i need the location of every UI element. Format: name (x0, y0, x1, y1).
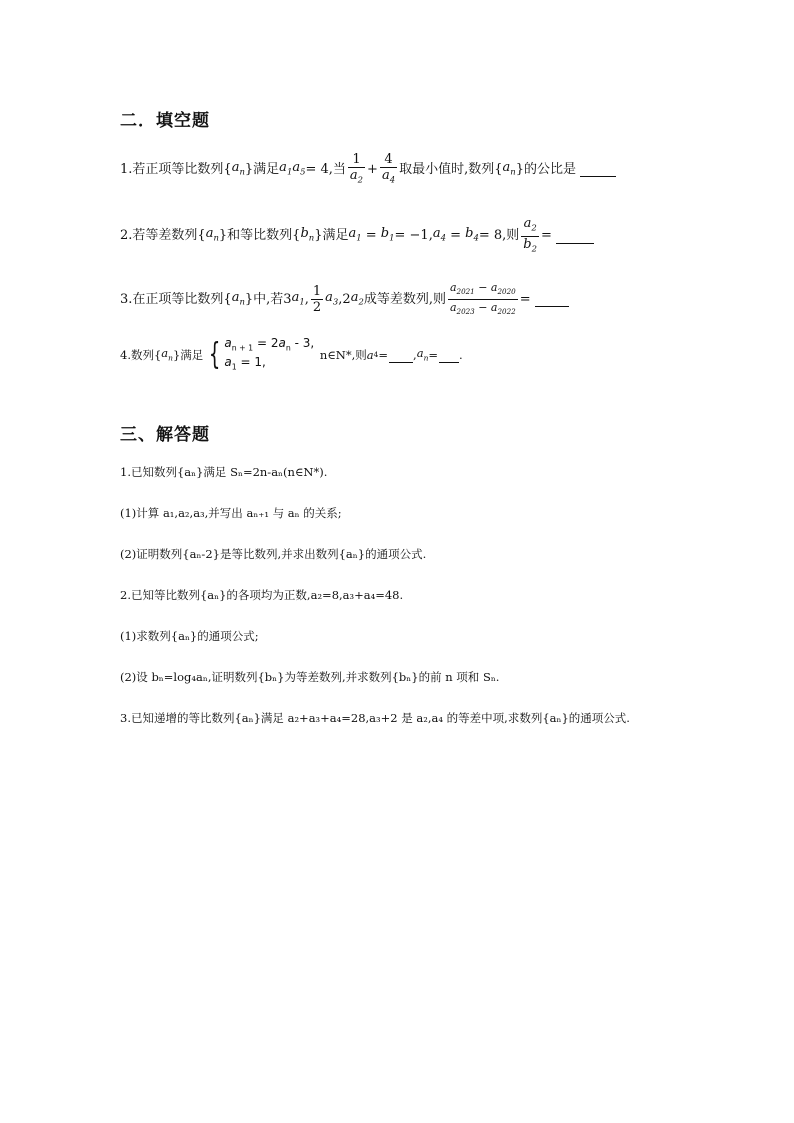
answer-line: 3.已知递增的等比数列{aₙ}满足 a₂+a₃+a₄=28,a₃+2 是 a₂,a₄ 的等差中项,求数列{aₙ}的通项公式. (120, 711, 630, 725)
fill-question-1: 1.若正项等比数列{ $a_n$ }满足 $a_1a_5$ = 4,当 $\frac{1}{a_2}$ + $\frac{4}{a_4}$ 取最小值时,数列{ $a_n$ }的公比是 (120, 152, 616, 188)
section-answer-title: 三、解答题 (120, 425, 210, 445)
answer-blank[interactable] (556, 229, 594, 244)
fraction: $\frac{a_{2021} - a_{2020}}{a_{2023} - a_{2022}}$ (448, 280, 518, 319)
fill-question-4: 4.数列{ $a_n$ }满足 { $a_{n + 1} = 2a_n - 3$, $a_1 = 1$, n∈N*,则 a 4 = , $a_n$ = . (120, 336, 463, 375)
answer-blank[interactable] (389, 348, 413, 363)
equation-system: { $a_{n + 1} = 2a_n - 3$, $a_1 = 1$, (209, 336, 315, 373)
answer-line: (1)计算 a₁,a₂,a₃,并写出 aₙ₊₁ 与 aₙ 的关系; (120, 506, 342, 520)
answer-line: 1.已知数列{aₙ}满足 Sₙ=2n-aₙ(n∈N*). (120, 465, 328, 479)
fraction: $\frac{1}{2}$ (312, 284, 322, 316)
answer-blank[interactable] (439, 348, 459, 363)
answer-blank[interactable] (580, 162, 616, 177)
answer-line: 2.已知等比数列{aₙ}的各项均为正数,a₂=8,a₃+a₄=48. (120, 588, 404, 602)
fraction: $\frac{4}{a_4}$ (380, 152, 397, 188)
answer-blank[interactable] (535, 292, 569, 307)
fill-question-2: 2.若等差数列{ $a_n$ }和等比数列{ $b_n$ }满足 $a_1$ = $b_1$ = −1, $a_4$ = $b_4$ = 8,则 $\frac{a_2}{b_2}$ = (120, 216, 594, 256)
answer-line: (1)求数列{aₙ}的通项公式; (120, 629, 259, 643)
fraction: $\frac{1}{a_2}$ (348, 152, 365, 188)
answer-line: (2)设 bₙ=log₄aₙ,证明数列{bₙ}为等差数列,并求数列{bₙ}的前 n 项和 Sₙ. (120, 670, 500, 684)
answer-line: (2)证明数列{aₙ-2}是等比数列,并求出数列{aₙ}的通项公式. (120, 547, 427, 561)
fraction: $\frac{a_2}{b_2}$ (521, 216, 539, 256)
fill-question-3: 3.在正项等比数列{ $a_n$ }中,若3 $a_1$ , $\frac{1}{2}$ $a_3$ ,2 $a_2$ 成等差数列,则 $\frac{a_{2021} - a_{2020}}{a_{2023} - a_{2022}}$ = (120, 280, 569, 319)
section-fill-blank-title: 二．填空题 (120, 111, 210, 131)
